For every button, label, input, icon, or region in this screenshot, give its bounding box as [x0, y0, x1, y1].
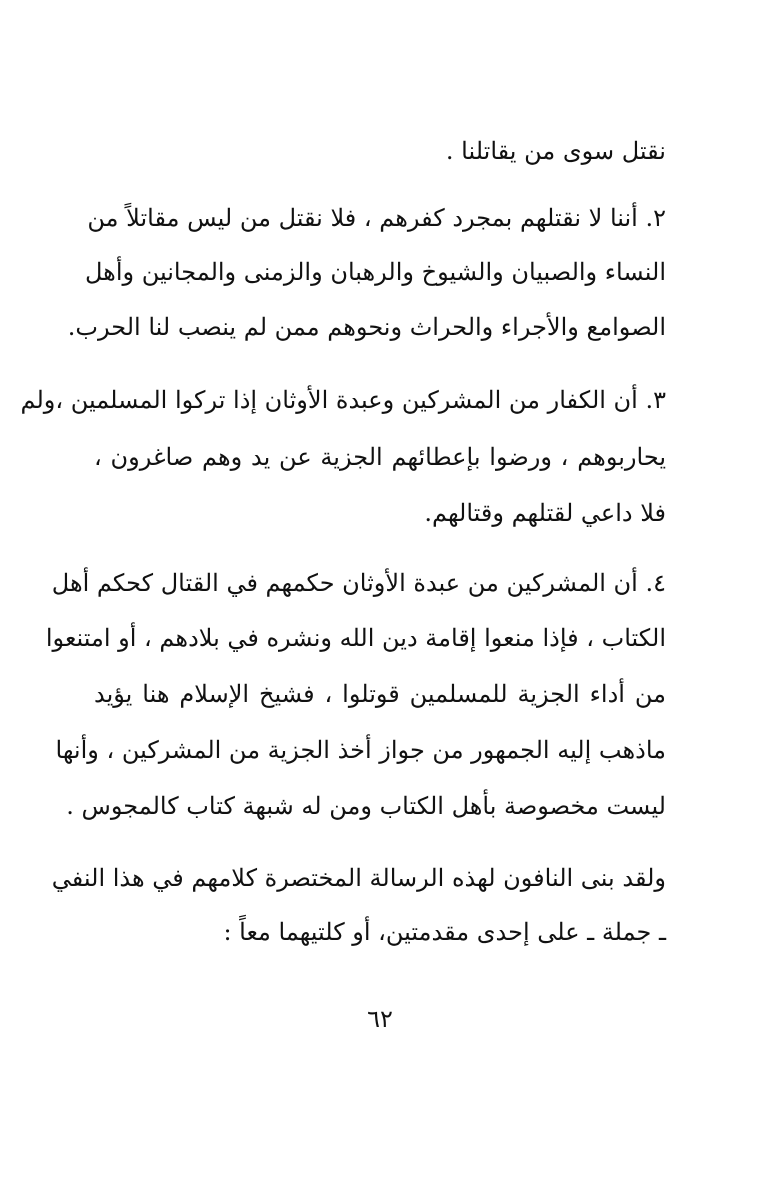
- text-line-7: فلا داعي لقتلهم وقتالهم.: [424, 499, 666, 527]
- text-line-5: ٣. أن الكفار من المشركين وعبدة الأوثان إذا تركوا المسلمين ،ولم: [20, 386, 666, 414]
- text-line-13: ولقد بنى النافون لهذه الرسالة المختصرة كلامهم في هذا النفي: [51, 864, 666, 892]
- text-line-2: ٢. أننا لا نقتلهم بمجرد كفرهم ، فلا نقتل من ليس مقاتلاً من: [87, 204, 666, 232]
- text-line-9: الكتاب ، فإذا منعوا إقامة دين الله ونشره في بلادهم ، أو امتنعوا: [45, 624, 666, 652]
- text-line-10: من أداء الجزية للمسلمين قوتلوا ، فشيخ الإسلام هنا يؤيد: [94, 680, 666, 708]
- page-number: ٦٢: [367, 1005, 393, 1033]
- text-line-11: ماذهب إليه الجمهور من جواز أخذ الجزية من المشركين ، وأنها: [55, 736, 666, 764]
- text-line-3: النساء والصبيان والشيوخ والرهبان والزمنى والمجانين وأهل: [84, 258, 666, 286]
- text-line-6: يحاربوهم ، ورضوا بإعطائهم الجزية عن يد وهم صاغرون ،: [94, 443, 666, 471]
- text-line-4: الصوامع والأجراء والحراث ونحوهم ممن لم ينصب لنا الحرب.: [67, 313, 666, 341]
- text-line-12: ليست مخصوصة بأهل الكتاب ومن له شبهة كتاب كالمجوس .: [66, 792, 666, 820]
- text-line-8: ٤. أن المشركين من عبدة الأوثان حكمهم في القتال كحكم أهل: [51, 569, 666, 597]
- text-line-14: ـ جملة ـ على إحدى مقدمتين، أو كلتيهما معاً :: [223, 918, 666, 946]
- text-line-1: نقتل سوى من يقاتلنا .: [445, 137, 666, 165]
